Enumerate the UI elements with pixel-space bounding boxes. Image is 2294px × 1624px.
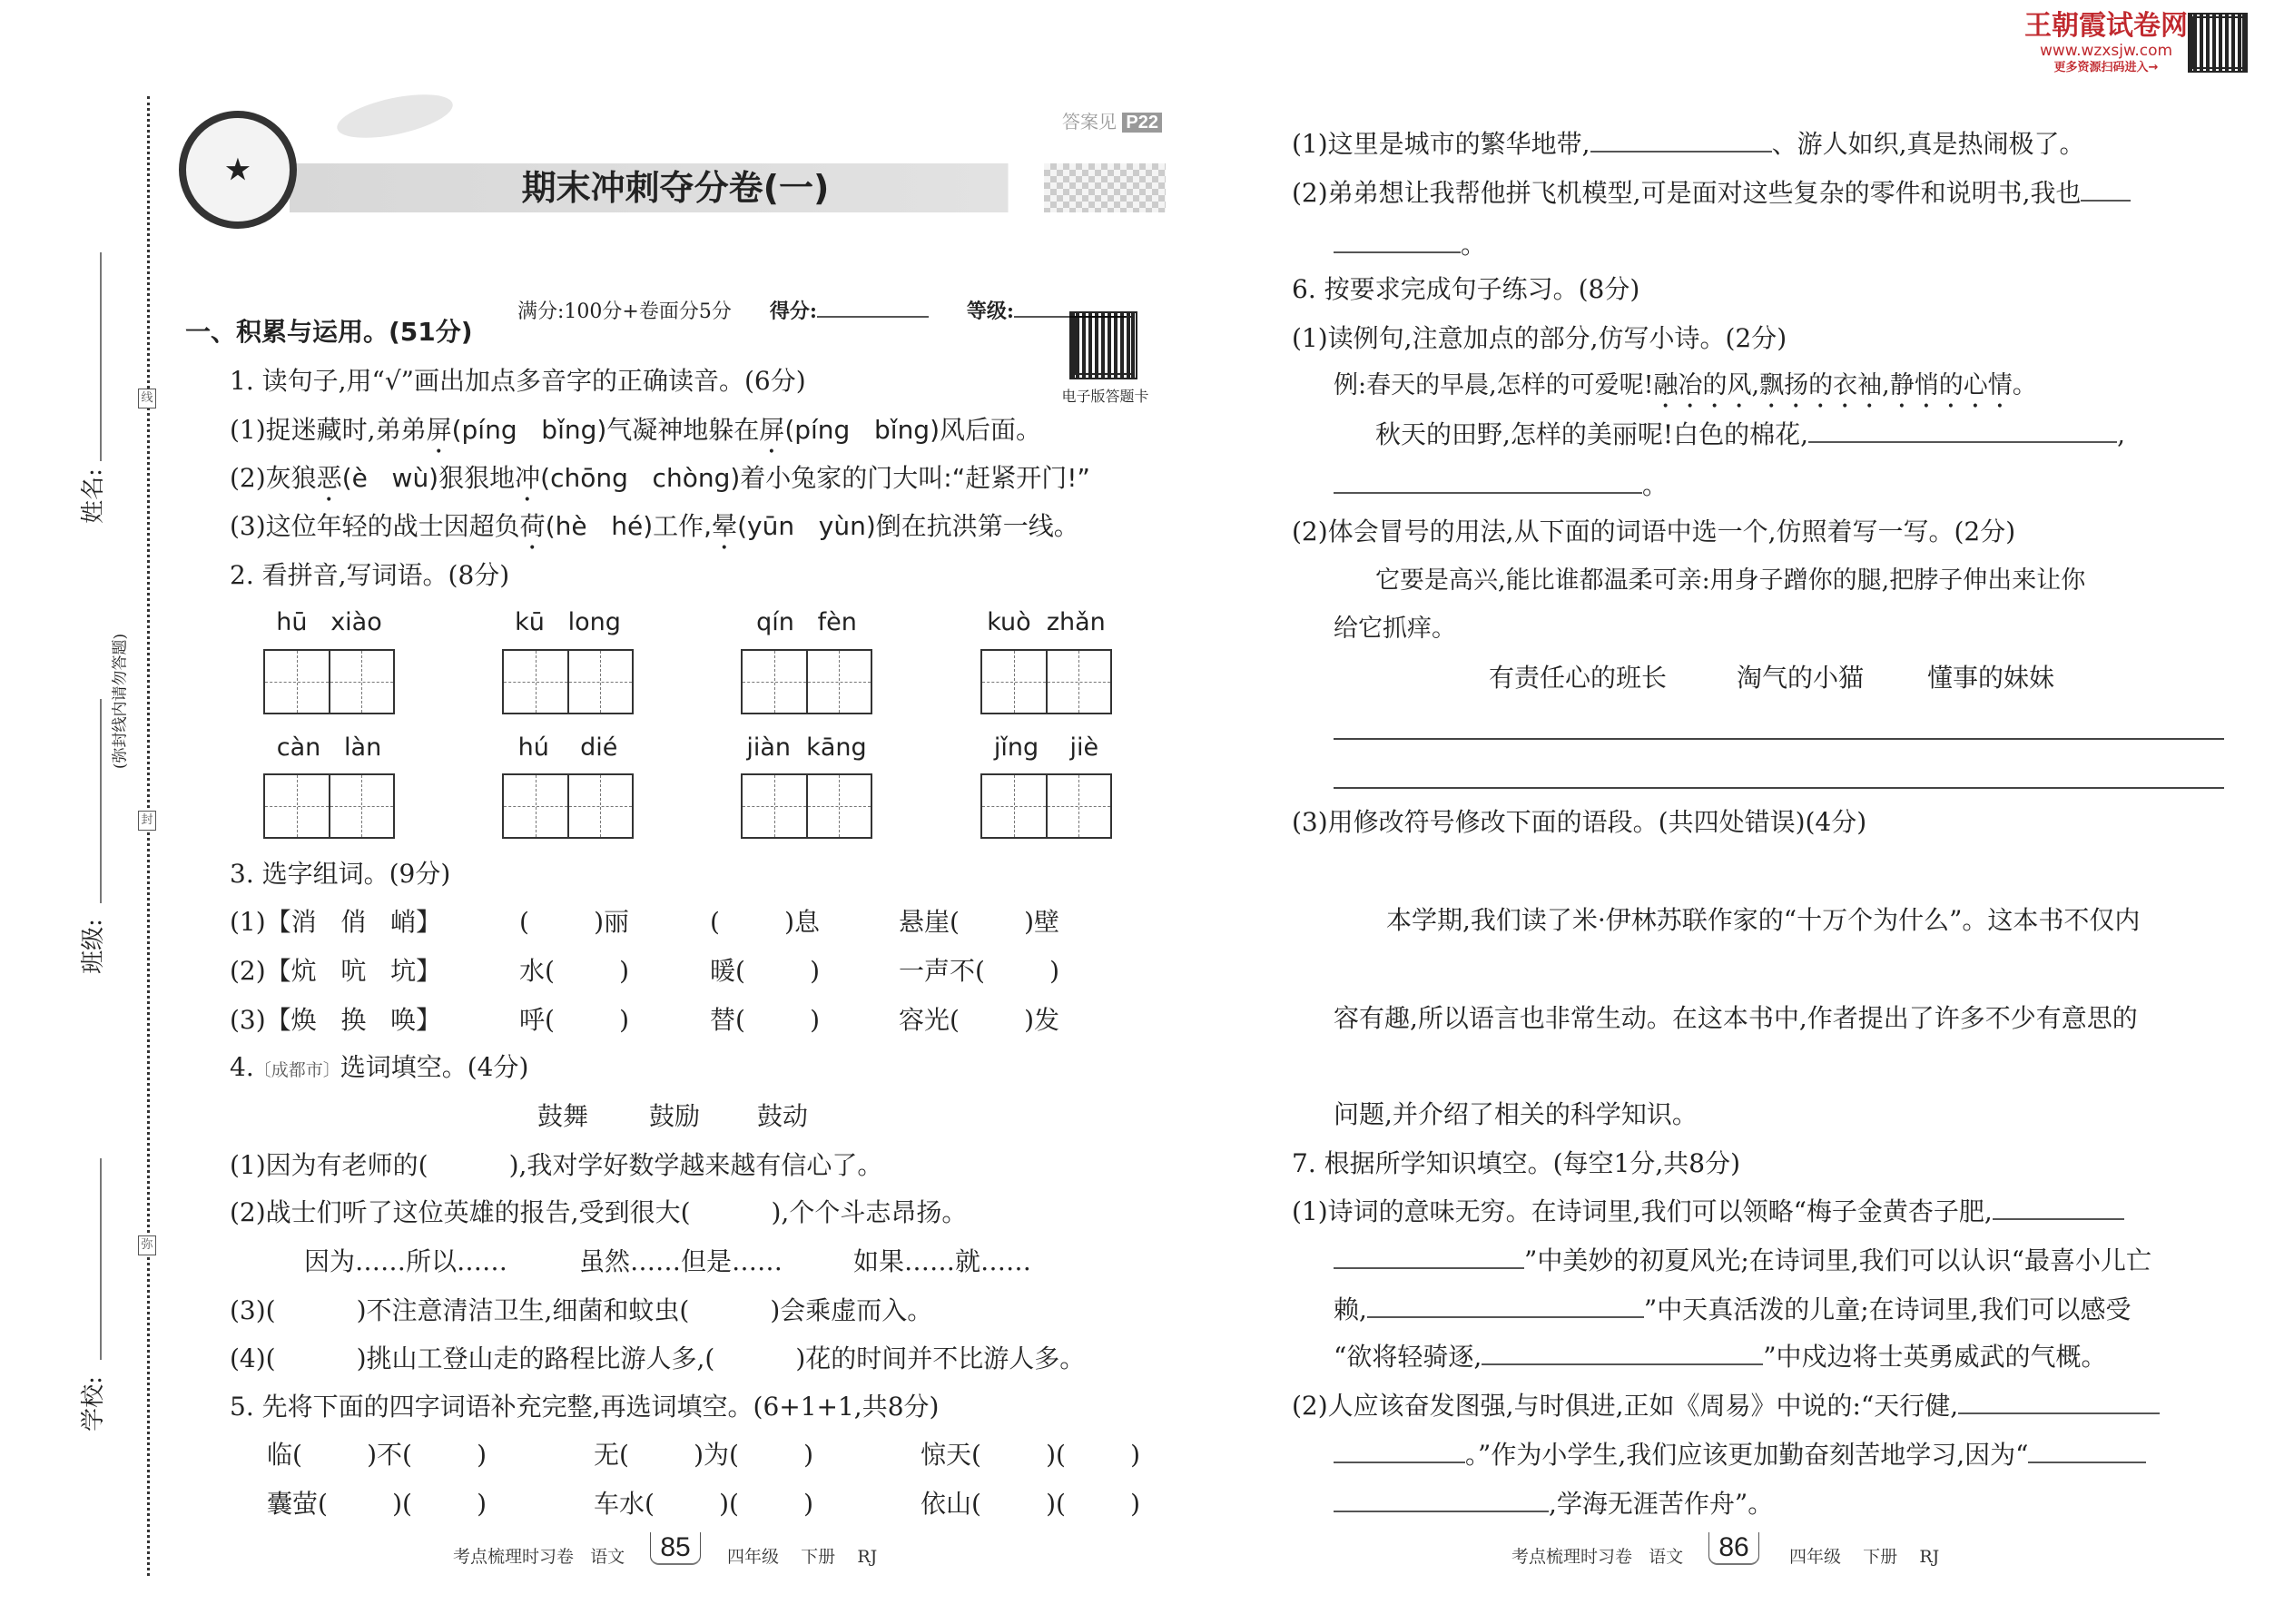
imitation-line — [1375, 418, 2125, 451]
dotted-char: 恶 — [316, 463, 342, 493]
colon-example-1: 它要是高兴,能比谁都温柔可亲:用身子蹭你的腿,把脖子伸出来让你 — [1375, 566, 2086, 595]
dotted-char: 屏 — [759, 415, 785, 445]
idiom-blank[interactable]: 依山( )( ) — [921, 1489, 1141, 1519]
text: (2)灰狼 — [230, 463, 317, 493]
q3-blank[interactable]: 悬崖( )壁 — [899, 907, 1060, 937]
paragraph-line[interactable]: 问题,并介绍了相关的科学知识。 — [1334, 1099, 1698, 1129]
answer-blank[interactable] — [2028, 1440, 2146, 1463]
brand-name: 王朝霞试卷网 — [2024, 10, 2188, 42]
answer-blank[interactable] — [1808, 419, 2117, 443]
word-option: 鼓动 — [757, 1101, 809, 1131]
q6-part-2: (2)体会冒号的用法,从下面的词语中选一个,仿照着写一写。(2分) — [1292, 517, 2016, 546]
word-option: 鼓励 — [649, 1101, 701, 1131]
answer-card-qr-code[interactable] — [1069, 311, 1137, 379]
score-field[interactable] — [817, 294, 929, 318]
writing-grid[interactable] — [741, 773, 872, 839]
pinyin-options[interactable]: (píng bǐng)气凝神地躲在 — [451, 415, 760, 445]
page-title: 期末冲刺夺分卷(一) — [521, 168, 830, 208]
answer-blank[interactable] — [1482, 1342, 1763, 1365]
q3-row-3-label: (3)【焕 换 唤】 — [230, 1005, 442, 1035]
text: ,学海无涯苦作舟”。 — [1549, 1489, 1774, 1519]
page-number: 85 — [650, 1532, 701, 1565]
text: ”中戍边将士英勇威武的气概。 — [1763, 1342, 2107, 1372]
q3-blank[interactable]: 呼( ) — [519, 1005, 630, 1035]
writing-grid[interactable] — [502, 773, 634, 839]
q1-title: 1. 读句子,用“√”画出加点多音字的正确读音。(6分) — [230, 366, 806, 396]
q7-title: 7. 根据所学知识填空。(每空1分,共8分) — [1292, 1148, 1740, 1178]
dotted-char: 荷 — [519, 511, 546, 541]
footer-series: 考点梳理时习卷 语文 — [453, 1547, 625, 1567]
class-label: 班级: — [79, 919, 107, 974]
dotted-phrase: 静悄的心情 — [1889, 371, 2013, 399]
idiom-blank[interactable]: 囊萤( )( ) — [267, 1489, 487, 1519]
dotted-char: 屏 — [426, 415, 452, 445]
text: “欲将轻骑逐, — [1334, 1342, 1482, 1372]
pinyin-label: jǐng jiè — [993, 733, 1099, 762]
q3-blank[interactable]: 一声不( ) — [899, 956, 1060, 986]
word-option: 有责任心的班长 — [1489, 663, 1668, 693]
footer-grade: 四年级 下册 RJ — [727, 1547, 878, 1567]
text: 、游人如织,真是热闹极了。 — [1771, 129, 2085, 159]
brand-tagline: 更多资源扫码进入→ — [2053, 61, 2159, 74]
q3-blank[interactable]: 暖( ) — [710, 956, 821, 986]
text: 。 — [1461, 230, 1487, 260]
q7-line-7 — [1334, 1488, 1773, 1521]
conjunction-option: 因为……所以…… — [304, 1246, 508, 1276]
brand-seal-logo — [179, 111, 297, 229]
pinyin-label: kuò zhǎn — [987, 608, 1106, 636]
q6-part-3: (3)用修改符号修改下面的语段。(共四处错误)(4分) — [1292, 807, 1867, 837]
answer-ref — [1062, 107, 1162, 133]
answer-ref-label: 答案见 — [1062, 111, 1117, 133]
answer-blank[interactable] — [1367, 1294, 1644, 1318]
binding-dotted-line — [147, 96, 150, 1576]
idiom-blank[interactable]: 无( )为( ) — [594, 1440, 814, 1470]
conjunction-option: 虽然……但是…… — [579, 1246, 783, 1276]
qr-caption: 电子版答题卡 — [1061, 388, 1149, 405]
q4-number: 4. — [230, 1052, 254, 1082]
binding-mark-feng: 封 — [138, 811, 156, 831]
pinyin-options[interactable]: (hè hé)工作, — [545, 511, 713, 541]
school-label: 学校: — [79, 1376, 107, 1432]
pinyin-label: hū xiào — [276, 608, 382, 636]
q3-title: 3. 选字组词。(9分) — [230, 859, 451, 889]
ribbon-decoration — [333, 86, 456, 146]
answer-blank[interactable] — [2081, 178, 2131, 202]
binding-mark-mi: 弥 — [138, 1235, 156, 1255]
q6-title: 6. 按要求完成句子练习。(8分) — [1292, 274, 1640, 304]
text: 赖, — [1334, 1294, 1367, 1324]
q4-sentence-2[interactable]: (2)战士们听了这位英雄的报告,受到很大( ),个个斗志昂扬。 — [230, 1197, 968, 1227]
pinyin-label: kū long — [515, 608, 621, 636]
writing-grid[interactable] — [980, 773, 1112, 839]
name-label: 姓名: — [79, 468, 107, 524]
idiom-blank[interactable]: 车水( )( ) — [594, 1489, 814, 1519]
pinyin-options[interactable]: (è wù)狠狠地 — [341, 463, 516, 493]
q4-title — [230, 1051, 528, 1087]
paragraph-line[interactable]: 本学期,我们读了米·伊林苏联作家的“十万个为什么”。这本书不仅内 — [1386, 905, 2141, 935]
pinyin-options[interactable]: (píng bǐng)风后面。 — [784, 415, 1042, 445]
idiom-blank[interactable]: 临( )不( ) — [267, 1440, 487, 1470]
region-tag: 〔成都市〕 — [253, 1060, 340, 1080]
answer-blank[interactable] — [1993, 1196, 2124, 1220]
logo-text: ★ — [225, 153, 251, 186]
brand-logo[interactable] — [2024, 11, 2188, 76]
brand-url: www.wzxsjw.com — [2039, 42, 2173, 60]
answer-ref-page[interactable]: P22 — [1122, 113, 1162, 133]
pinyin-label: càn làn — [276, 733, 382, 762]
binding-notice: (弥封线内请勿答题) — [111, 633, 130, 770]
q3-blank[interactable]: 水( ) — [519, 956, 630, 986]
q5-sentence-1 — [1292, 128, 2084, 161]
text: 例:春天的早晨,怎样的可爱呢! — [1334, 371, 1654, 399]
text: , — [2117, 419, 2125, 449]
q7-line-6 — [1334, 1439, 2146, 1471]
q5-sentence-2-cont — [1334, 229, 1486, 261]
dotted-char: 冲 — [515, 463, 541, 493]
text: , — [1751, 371, 1760, 399]
name-field-line[interactable] — [100, 252, 102, 461]
text: (1)诗词的意味无穷。在诗词里,我们可以领略“梅子金黄杏子肥, — [1292, 1196, 1993, 1226]
q3-row-1-label: (1)【消 俏 峭】 — [230, 907, 442, 937]
answer-blank[interactable] — [1958, 1391, 2160, 1414]
text: 。”作为小学生,我们应该更加勤奋刻苦地学习,因为“ — [1465, 1440, 2029, 1470]
pinyin-label: qín fèn — [756, 608, 857, 636]
q1-sentence-2 — [230, 462, 1090, 507]
writing-grid[interactable] — [741, 649, 872, 714]
q7-line-4 — [1334, 1341, 2107, 1373]
answer-blank[interactable] — [1334, 470, 1642, 494]
answer-blank[interactable] — [1334, 230, 1461, 253]
q1-sentence-3 — [230, 510, 1079, 556]
grade-label: 等级: — [966, 300, 1015, 323]
q7-line-3 — [1334, 1294, 2132, 1326]
word-option: 淘气的小猫 — [1737, 663, 1865, 693]
text: (1)这里是城市的繁华地带, — [1292, 129, 1590, 159]
answer-line[interactable] — [1334, 787, 2224, 789]
text: 。 — [2012, 371, 2037, 399]
word-option: 鼓舞 — [537, 1101, 589, 1131]
text: (2)弟弟想让我帮他拼飞机模型,可是面对这些复杂的零件和说明书,我也 — [1292, 178, 2082, 208]
writing-grid[interactable] — [502, 649, 634, 714]
pinyin-label: jiàn kāng — [746, 733, 867, 762]
paragraph-line[interactable]: 容有趣,所以语言也非常生动。在这本书中,作者提出了许多不少有意思的 — [1334, 1003, 2138, 1033]
q3-blank[interactable]: 容光( )发 — [899, 1005, 1060, 1035]
q3-row-2-label: (2)【炕 吭 坑】 — [230, 956, 442, 986]
answer-line[interactable] — [1334, 738, 2224, 740]
q5-sentence-2 — [1292, 177, 2131, 210]
answer-blank[interactable] — [1334, 1245, 1524, 1269]
class-field-line[interactable] — [100, 699, 102, 903]
footer-series: 考点梳理时习卷 语文 — [1511, 1547, 1684, 1567]
q5-title: 5. 先将下面的四字词语补充完整,再选词填空。(6+1+1,共8分) — [230, 1392, 940, 1422]
brand-qr-code[interactable] — [2188, 13, 2248, 73]
footer-grade: 四年级 下册 RJ — [1789, 1547, 1940, 1567]
text: , — [1882, 371, 1890, 399]
writing-grid[interactable] — [263, 773, 395, 839]
q4-sentence-1[interactable]: (1)因为有老师的( ),我对学好数学越来越有信心了。 — [230, 1150, 883, 1180]
text: ”中美妙的初夏风光;在诗词里,我们可以认识“最喜小儿亡 — [1524, 1245, 2151, 1275]
q3-blank[interactable]: ( )丽 — [519, 907, 630, 937]
q4-sentence-3[interactable]: (3)( )不注意清洁卫生,细菌和蚊虫( )会乘虚而入。 — [230, 1295, 933, 1325]
writing-grid[interactable] — [980, 649, 1112, 714]
score-label: 得分: — [769, 300, 817, 323]
q6-part-1: (1)读例句,注意加点的部分,仿写小诗。(2分) — [1292, 323, 1787, 353]
q1-sentence-1 — [230, 414, 1041, 459]
q4-title-text: 选词填空。(4分) — [340, 1052, 529, 1082]
text: (2)人应该奋发图强,与时俱进,正如《周易》中说的:“天行健, — [1292, 1391, 1959, 1421]
full-score: 满分:100分+卷面分5分 — [517, 300, 732, 323]
q4-sentence-4[interactable]: (4)( )挑山工登山走的路程比游人多,( )花的时间并不比游人多。 — [230, 1343, 1086, 1373]
text: (1)捉迷藏时,弟弟 — [230, 415, 427, 445]
example-sentence — [1334, 369, 2037, 414]
q2-title: 2. 看拼音,写词语。(8分) — [230, 560, 510, 590]
word-option: 懂事的妹妹 — [1927, 663, 2055, 693]
idiom-blank[interactable]: 惊天( )( ) — [921, 1440, 1141, 1470]
dotted-phrase: 飘扬的衣袖 — [1759, 371, 1883, 399]
answer-blank[interactable] — [1334, 1489, 1549, 1512]
text: 。 — [1642, 470, 1669, 500]
answer-blank[interactable] — [1590, 129, 1772, 153]
answer-blank[interactable] — [1334, 1440, 1465, 1463]
writing-grid[interactable] — [263, 649, 395, 714]
school-field-line[interactable] — [100, 1158, 102, 1360]
page-number: 86 — [1708, 1532, 1759, 1565]
binding-mark-xian: 线 — [138, 389, 156, 408]
dotted-char: 晕 — [712, 511, 738, 541]
pinyin-options[interactable]: (yūn yùn)倒在抗洪第一线。 — [737, 511, 1079, 541]
q3-blank[interactable]: ( )息 — [710, 907, 821, 937]
q3-blank[interactable]: 替( ) — [710, 1005, 821, 1035]
text: (3)这位年轻的战士因超负 — [230, 511, 520, 541]
q7-line-1 — [1292, 1196, 2124, 1228]
pinyin-label: hú dié — [517, 733, 618, 762]
text: ”中天真活泼的儿童;在诗词里,我们可以感受 — [1643, 1294, 2132, 1324]
conjunction-option: 如果……就…… — [853, 1246, 1032, 1276]
text: 秋天的田野,怎样的美丽呢!白色的棉花, — [1375, 419, 1809, 449]
title-band-checker — [1044, 163, 1166, 212]
pinyin-options[interactable]: (chōng chòng)着小兔家的门大叫:“赶紧开门!” — [540, 463, 1090, 493]
imitation-line-cont — [1334, 469, 1668, 502]
dotted-phrase: 融冶的风 — [1653, 371, 1752, 399]
q7-line-5 — [1292, 1390, 2160, 1422]
q7-line-2 — [1334, 1245, 2151, 1277]
colon-example-2: 给它抓痒。 — [1334, 615, 1456, 643]
section-1-heading: 一、积累与运用。(51分) — [185, 317, 473, 347]
score-info — [505, 261, 1126, 329]
